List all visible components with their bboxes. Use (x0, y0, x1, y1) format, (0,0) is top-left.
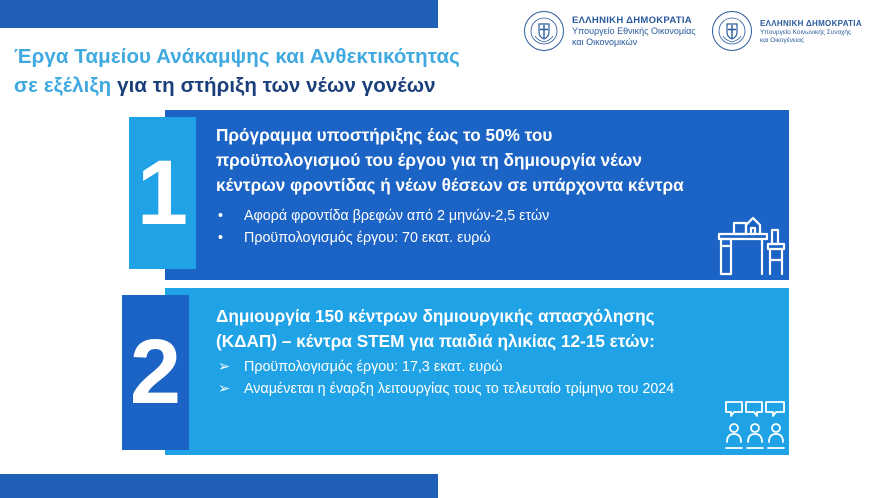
title-line-1: Έργα Ταμείου Ανάκαμψης και Ανθεκτικότητας (14, 45, 460, 68)
item-1-heading-line: προϋπολογισμού του έργου για τη δημιουργία νέων (216, 150, 642, 170)
item-2-bullets (218, 356, 674, 400)
item-1-heading (216, 123, 684, 198)
list-item (218, 227, 549, 249)
title-rest: για τη στήριξη των νέων γονέων (117, 74, 436, 97)
item-2-number: 2 (122, 295, 189, 450)
logo-2-name: ΕΛΛΗΝΙΚΗ ΔΗΜΟΚΡΑΤΙΑ (760, 18, 862, 28)
arrow-bullet-mark: ➢ (218, 359, 230, 375)
item-2-heading-line: Δημιουργία 150 κέντρων δημιουργικής απασχόλησης (216, 306, 655, 326)
page-title (14, 42, 460, 100)
title-line-2 (14, 71, 460, 100)
item-2-heading-line: (ΚΔΑΠ) – κέντρα STEM για παιδιά ηλικίας 12-15 ετών: (216, 331, 655, 351)
item-1-heading-line: κέντρων φροντίδας ή νέων θέσεων σε υπάρχοντα κέντρα (216, 175, 684, 195)
bullet-mark: • (218, 208, 224, 224)
bottom-accent-bar (0, 474, 438, 498)
top-accent-bar (0, 0, 438, 28)
ministry-economy-logo (524, 11, 696, 51)
logo-1-name: ΕΛΛΗΝΙΚΗ ΔΗΜΟΚΡΑΤΙΑ (572, 14, 692, 26)
greek-seal-icon (712, 11, 752, 51)
logo-1-line-2: και Οικονομικών (572, 36, 638, 47)
list-item (218, 356, 674, 378)
classroom-icon (716, 208, 786, 276)
ministry-social-cohesion-logo (712, 11, 862, 51)
item-1-number: 1 (129, 117, 196, 269)
bullet-mark: • (218, 230, 224, 246)
discussion-group-icon (724, 400, 786, 452)
title-highlight: σε εξέλιξη (14, 74, 112, 97)
logo-2-line-2: και Οικογένειας (760, 36, 805, 44)
bullet-text: Αφορά φροντίδα βρεφών από 2 μηνών-2,5 ετών (244, 208, 550, 224)
item-1-bullets (218, 205, 549, 249)
bullet-text: Αναμένεται η έναρξη λειτουργίας τους το τελευταίο τρίμηνο του 2024 (244, 381, 675, 397)
arrow-bullet-mark: ➢ (218, 381, 230, 397)
list-item (218, 378, 674, 400)
list-item (218, 205, 549, 227)
item-1-heading-line: Πρόγραμμα υποστήριξης έως το 50% του (216, 125, 553, 145)
bullet-text: Προϋπολογισμός έργου: 70 εκατ. ευρώ (244, 230, 491, 246)
logo-2-line-1: Υπουργείο Κοινωνικής Συνοχής (760, 28, 852, 36)
logo-1-line-1: Υπουργείο Εθνικής Οικονομίας (572, 25, 696, 36)
bullet-text: Προϋπολογισμός έργου: 17,3 εκατ. ευρώ (244, 359, 503, 375)
greek-seal-icon (524, 11, 564, 51)
item-2-heading (216, 304, 655, 354)
